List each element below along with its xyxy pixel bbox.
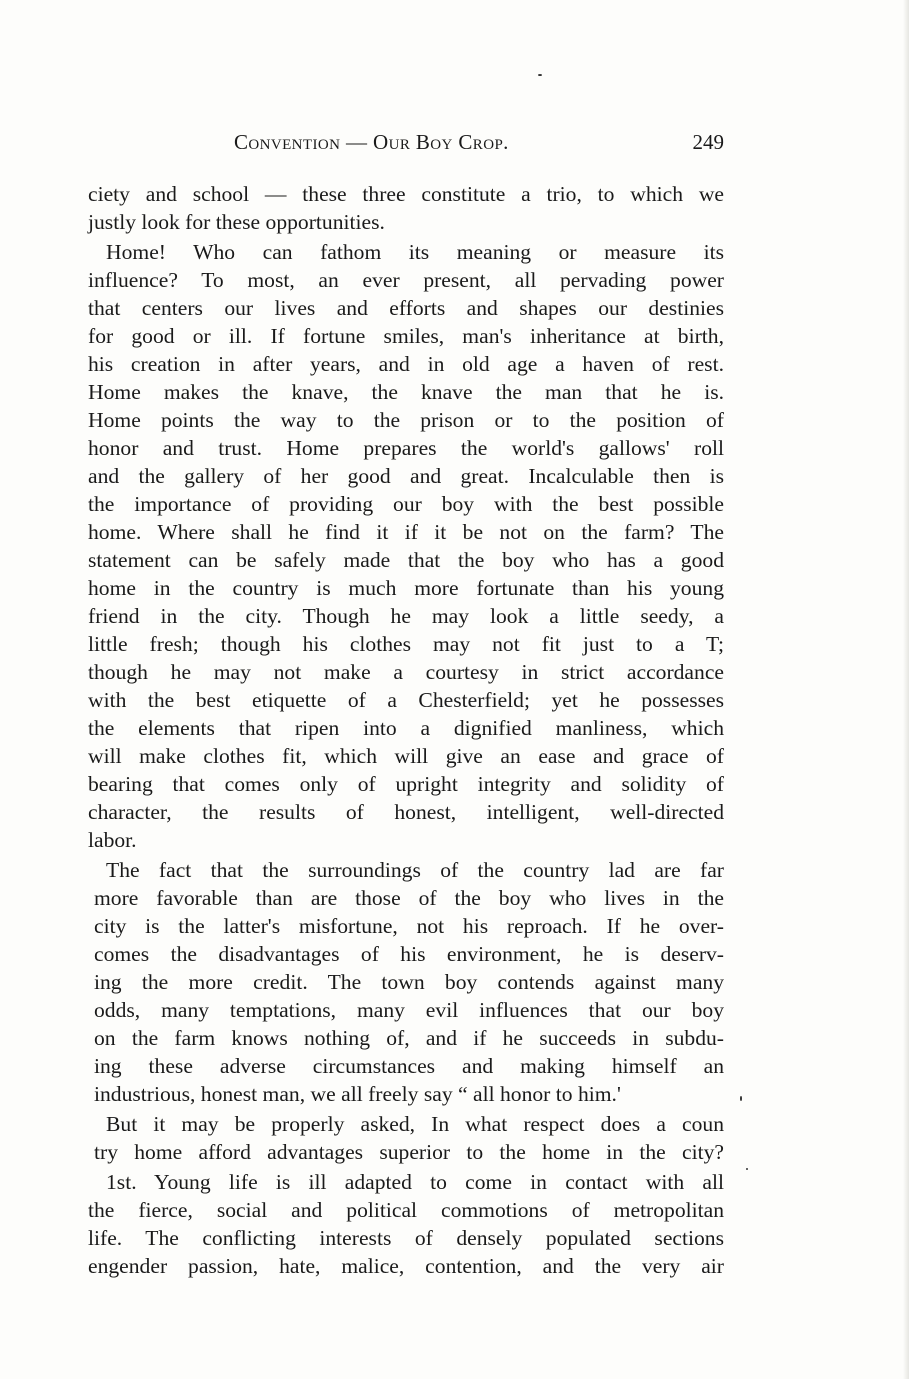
ink-speck (746, 1168, 748, 1170)
paragraph-first-line: But it may be properly asked, In what respect does a coun (106, 1112, 724, 1136)
text-line: industrious, honest man, we all freely say “ all honor to him.' (94, 1082, 621, 1106)
text-line: city is the latter's misfortune, not his reproach. If he over- (94, 914, 724, 938)
text-line: engender passion, hate, malice, contention, and the very air (88, 1254, 724, 1278)
text-line: for good or ill. If fortune smiles, man's inheritance at birth, (88, 324, 724, 348)
text-line: on the farm knows nothing of, and if he succeeds in subdu- (94, 1026, 724, 1050)
text-line: bearing that comes only of upright integrity and solidity of (88, 772, 724, 796)
text-line: friend in the city. Though he may look a little seedy, a (88, 604, 724, 628)
page-edge-shadow (903, 0, 909, 1379)
text-line: though he may not make a courtesy in strict accordance (88, 660, 724, 684)
text-line: honor and trust. Home prepares the world's gallows' roll (88, 436, 724, 460)
text-line: little fresh; though his clothes may not fit just to a T; (88, 632, 724, 656)
text-line: influence? To most, an ever present, all pervading power (88, 268, 724, 292)
text-line: ing the more credit. The town boy contends against many (94, 970, 724, 994)
text-line: character, the results of honest, intelligent, well-directed (88, 800, 724, 824)
text-line: comes the disadvantages of his environment, he is deserv- (94, 942, 724, 966)
text-line: and the gallery of her good and great. Incalculable then is (88, 464, 724, 488)
ink-speck (538, 74, 542, 76)
text-line: the elements that ripen into a dignified manliness, which (88, 716, 724, 740)
text-line: more favorable than are those of the boy who lives in the (94, 886, 724, 910)
page-number: 249 (692, 130, 724, 154)
text-line: labor. (88, 828, 137, 852)
text-line: his creation in after years, and in old age a haven of rest. (88, 352, 724, 376)
text-line: that centers our lives and efforts and shapes our destinies (88, 296, 724, 320)
text-line: home. Where shall he find it if it be not on the farm? The (88, 520, 724, 544)
paragraph-first-line: The fact that the surroundings of the country lad are far (106, 858, 724, 882)
text-line: try home afford advantages superior to the home in the city? (94, 1140, 724, 1164)
paragraph-first-line: Home! Who can fathom its meaning or measure its (106, 240, 724, 264)
text-line: the fierce, social and political commotions of metropolitan (88, 1198, 724, 1222)
text-line: with the best etiquette of a Chesterfield; yet he possesses (88, 688, 724, 712)
ink-speck (740, 1096, 742, 1101)
text-line: life. The conflicting interests of densely populated sections (88, 1226, 724, 1250)
text-line: will make clothes fit, which will give an ease and grace of (88, 744, 724, 768)
text-line: justly look for these opportunities. (88, 210, 385, 234)
text-line: odds, many temptations, many evil influences that our boy (94, 998, 724, 1022)
text-line: home in the country is much more fortunate than his young (88, 576, 724, 600)
running-head-title: Convention — Our Boy Crop. (234, 130, 509, 154)
text-line: ing these adverse circumstances and making himself an (94, 1054, 724, 1078)
text-line: Home points the way to the prison or to the position of (88, 408, 724, 432)
paragraph-first-line: 1st. Young life is ill adapted to come in contact with all (106, 1170, 724, 1194)
text-line: statement can be safely made that the boy who has a good (88, 548, 724, 572)
text-line: Home makes the knave, the knave the man that he is. (88, 380, 724, 404)
text-line: the importance of providing our boy with the best possible (88, 492, 724, 516)
running-head (86, 130, 726, 160)
text-line: ciety and school — these three constitute a trio, to which we (88, 182, 724, 206)
